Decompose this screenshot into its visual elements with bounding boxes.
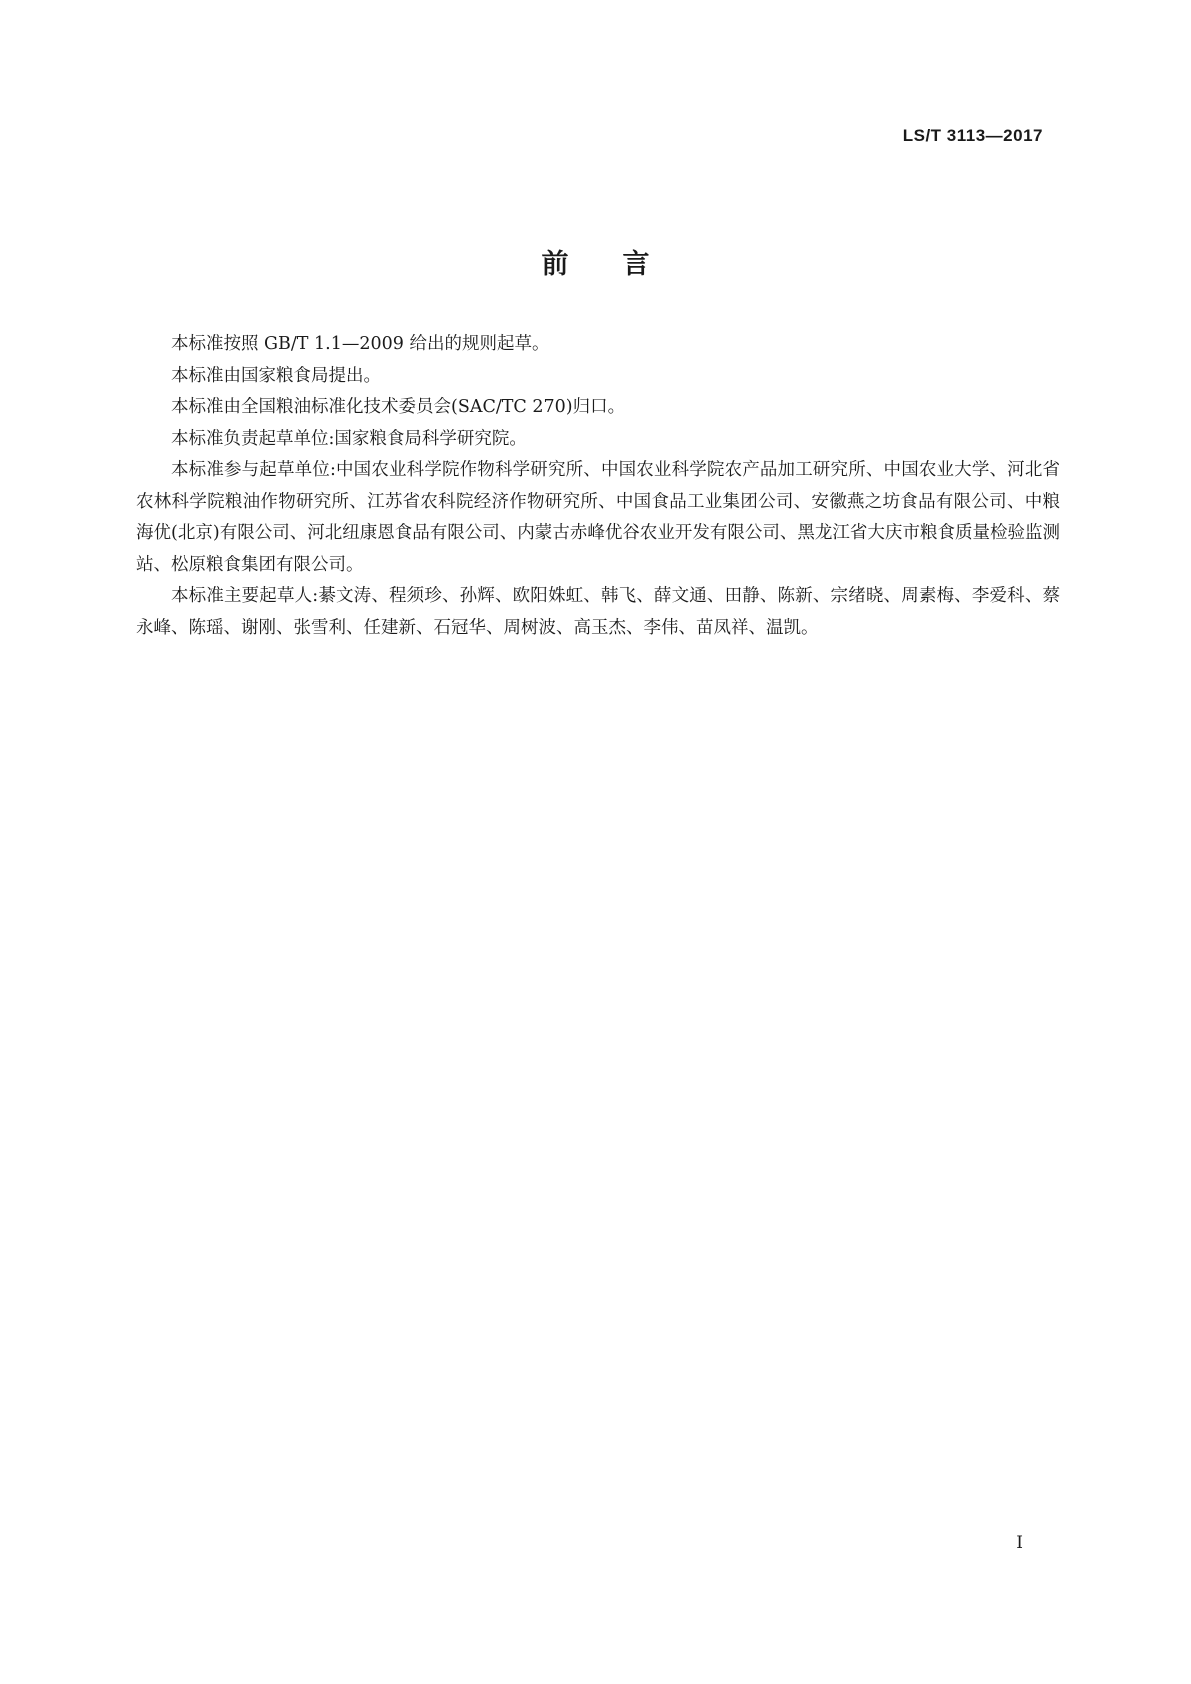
paragraph-committee: 本标准由全国粮油标准化技术委员会(SAC/TC 270)归口。 bbox=[171, 397, 626, 417]
paragraph-proposer: 本标准由国家粮食局提出。 bbox=[171, 365, 381, 386]
paragraph-main-drafters: 本标准主要起草人:綦文涛、程须珍、孙辉、欧阳姝虹、韩飞、薛文通、田静、陈新、宗绪晓、周素梅、李爱科、蔡永峰、陈瑶、谢刚、张雪利、任建新、石冠华、周树波、高玉杰、李伟、苗凤祥、温凯。 bbox=[136, 586, 1060, 638]
foreword-body bbox=[136, 329, 1060, 644]
page-number: I bbox=[1016, 1533, 1023, 1553]
paragraph-drafting-rules: 本标准按照 GB/T 1.1—2009 给出的规则起草。 bbox=[171, 334, 550, 354]
standard-code: LS/T 3113—2017 bbox=[902, 126, 1043, 145]
paragraph-participating-units: 本标准参与起草单位:中国农业科学院作物科学研究所、中国农业科学院农产品加工研究所、中国农业大学、河北省农林科学院粮油作物研究所、江苏省农科院经济作物研究所、中国食品工业集团公司、安徽燕之坊食品有限公司、中粮海优(北京)有限公司、河北纽康恩食品有限公司、内蒙古赤峰优谷农业开发有限公司、黑龙江省大庆市粮食质量检验监测站、松原粮食集团有限公司。 bbox=[136, 460, 1060, 575]
paragraph-lead-drafter: 本标准负责起草单位:国家粮食局科学研究院。 bbox=[171, 428, 527, 449]
page-title: 前言 bbox=[541, 249, 704, 281]
